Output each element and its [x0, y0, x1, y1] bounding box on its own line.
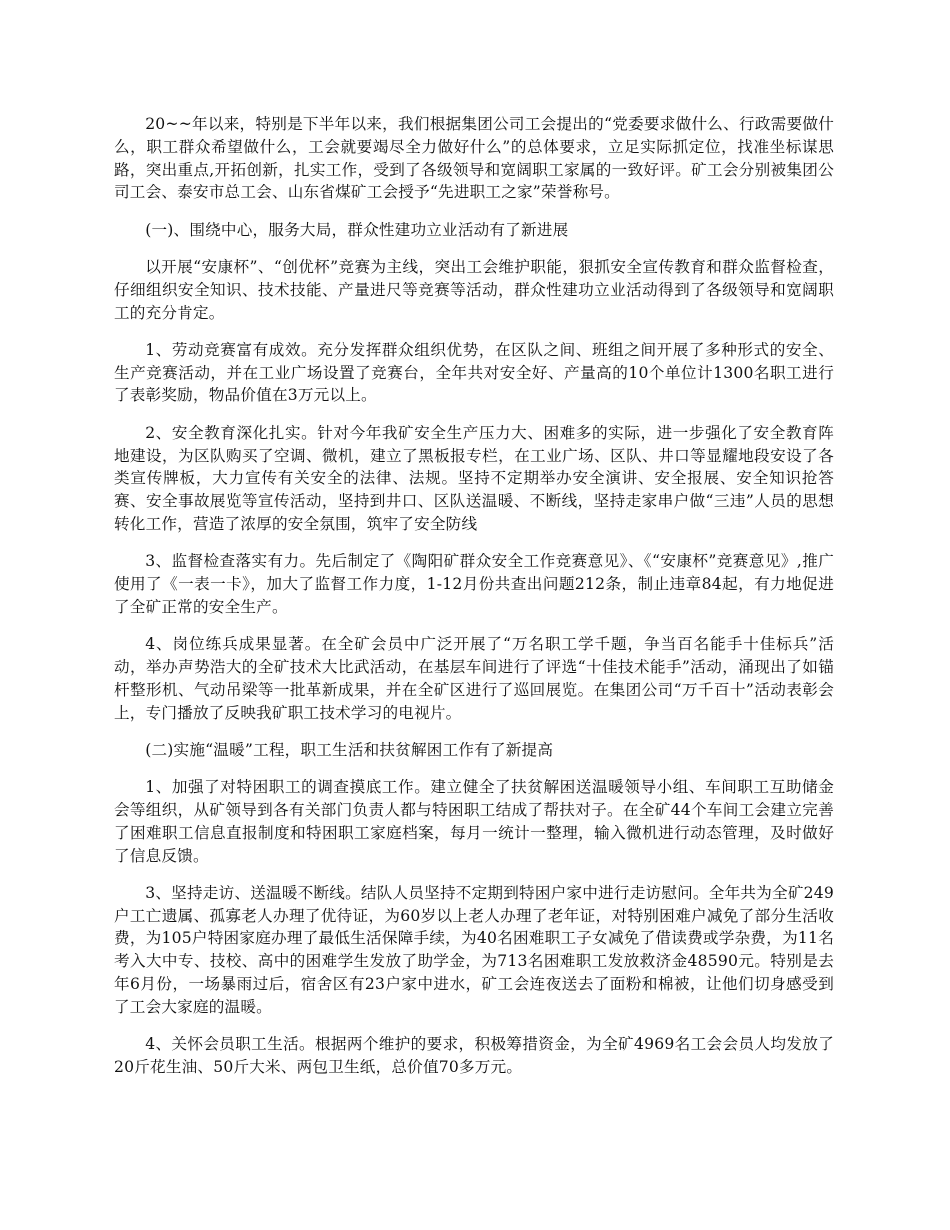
item-skills-training: 4、岗位练兵成果显著。在全矿会员中广泛开展了“万名职工学千题，争当百名能手十佳标兵”活动，举办声势浩大的全矿技术大比武活动，在基层车间进行了评选“十佳技术能手”活动，涌现出了如锚杆整形机、气动吊梁等一批革新成果，并在全矿区进行了巡回展览。在集团公司“万千百十”活动表彰会上，专门播放了反映我矿职工技术学习的电视片。: [114, 635, 834, 722]
item-survey: 1、加强了对特困职工的调查摸底工作。建立健全了扶贫解困送温暖领导小组、车间职工互助储金会等组织，从矿领导到各有关部门负责人都与特困职工结成了帮扶对子。在全矿44个车间工会建立完善了困难职工信息直报制度和特困职工家庭档案，每月一统计一整理，输入微机进行动态管理，及时做好了信息反馈。: [114, 778, 834, 865]
item-member-care: 4、关怀会员职工生活。根据两个维护的要求，积极筹措资金，为全矿4969名工会会员人均发放了20斤花生油、50斤大米、两包卫生纸，总价值70多万元。: [114, 1035, 834, 1076]
item-supervision: 3、监督检查落实有力。先后制定了《陶阳矿群众安全工作竞赛意见》、《“安康杯”竞赛意见》,推广使用了《一表一卡》，加大了监督工作力度，1-12月份共查出问题212条，制止违章84起，有力地促进了全矿正常的安全生产。: [114, 552, 834, 616]
item-labor-competition: 1、劳动竞赛富有成效。充分发挥群众组织优势，在区队之间、班组之间开展了多种形式的安全、生产竞赛活动，并在工业广场设置了竞赛台，全年共对安全好、产量高的10个单位计1300名职工进行了表彰奖励，物品价值在3万元以上。: [114, 340, 834, 405]
item-visits: 3、坚持走访、送温暖不断线。结队人员坚持不定期到特困户家中进行走访慰问。全年共为全矿249户工亡遗属、孤寡老人办理了优待证，为60岁以上老人办理了老年证，对特别困难户减免了部分生活收费，为105户特困家庭办理了最低生活保障手续，为40名困难职工子女减免了借读费或学杂费，为11名考入大中专、技校、高中的困难学生发放了助学金，为713名困难职工发放救济金48590元。特别是去年6月份，一场暴雨过后，宿舍区有23户家中进水，矿工会连夜送去了面粉和棉被，让他们切身感受到了工会大家庭的温暖。: [114, 883, 834, 1016]
section-heading-2: (二)实施“温暖”工程，职工生活和扶贫解困工作有了新提高: [145, 740, 554, 759]
item-safety-education: 2、安全教育深化扎实。针对今年我矿安全生产压力大、困难多的实际，进一步强化了安全教育阵地建设，为区队购买了空调、微机，建立了黑板报专栏，在工业广场、区队、井口等显耀地段安设了各类宣传牌板，大力宣传有关安全的法律、法规。坚持不定期举办安全演讲、安全报展、安全知识抢答赛、安全事故展览等宣传活动，坚持到井口、区队送温暖、不断线，坚持走家串户做“三违”人员的思想转化工作，营造了浓厚的安全氛围，筑牢了安全防线: [114, 423, 834, 533]
section-1-summary: 以开展“安康杯”、“创优杯”竞赛为主线，突出工会维护职能，狠抓安全宣传教育和群众监督检查，仔细组织安全知识、技术技能、产量进尺等竞赛等活动，群众性建功立业活动得到了各级领导和宽阔职工的充分肯定。: [114, 257, 834, 322]
section-heading-1: (一)、围绕中心，服务大局，群众性建功立业活动有了新进展: [145, 220, 569, 239]
document-body: [114, 113, 834, 1093]
intro-paragraph: 20~~年以来，特别是下半年以来，我们根据集团公司工会提出的“党委要求做什么、行政需要做什么，职工群众希望做什么，工会就要竭尽全力做好什么”的总体要求，立足实际抓定位，找准坐标谋思路，突出重点,开拓创新，扎实工作，受到了各级领导和宽阔职工家属的一致好评。矿工会分别被集团公司工会、泰安市总工会、山东省煤矿工会授予“先进职工之家”荣誉称号。: [114, 115, 834, 202]
